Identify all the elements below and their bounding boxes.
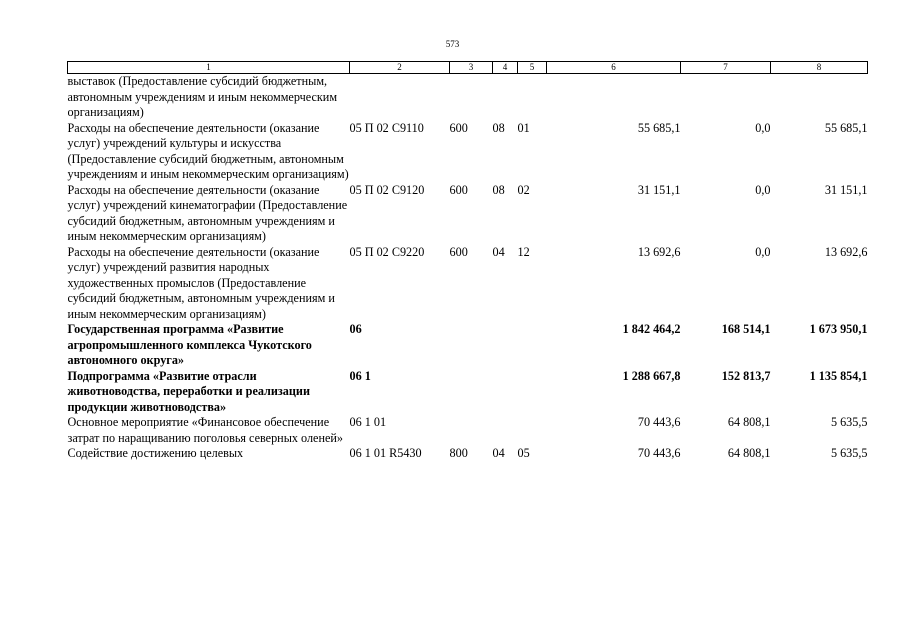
row-code: 06 1 01 R5430 bbox=[349, 446, 422, 460]
row-value-col6: 1 842 464,2 bbox=[622, 322, 681, 336]
row-code bbox=[350, 74, 450, 121]
row-value-col8: 5 635,5 bbox=[830, 446, 868, 460]
row-value-col7 bbox=[681, 74, 771, 121]
row-value-col6: 31 151,1 bbox=[637, 182, 681, 197]
row-value-col6: 70 443,6 bbox=[637, 446, 681, 460]
row-expense-type bbox=[450, 74, 493, 121]
table-body bbox=[68, 74, 868, 462]
row-subsection bbox=[518, 415, 547, 446]
row-value-col8: 1 135 854,1 bbox=[809, 368, 868, 383]
row-expense-type bbox=[450, 415, 493, 446]
page-number: 573 bbox=[445, 39, 460, 49]
row-value-col8: 5 635,5 bbox=[830, 415, 868, 429]
row-section bbox=[493, 74, 518, 121]
row-name: Основное мероприятие «Финансовое обеспечение затрат по наращиванию поголовья северных оленей» bbox=[67, 415, 344, 445]
row-value-col6: 55 685,1 bbox=[637, 120, 681, 135]
row-value-col8: 13 692,6 bbox=[824, 244, 868, 259]
row-value-col7: 0,0 bbox=[755, 182, 771, 197]
row-code: 06 1 01 bbox=[349, 415, 387, 429]
row-code: 06 1 bbox=[349, 368, 371, 383]
row-subsection bbox=[518, 74, 547, 121]
row-name: выставок (Предоставление субсидий бюджетным, автономным учреждениям и иным некоммерческим организациям) bbox=[67, 74, 338, 119]
row-subsection bbox=[518, 369, 547, 416]
row-subsection: 05 bbox=[517, 446, 530, 460]
row-expense-type: 600 bbox=[449, 182, 468, 197]
row-name: Расходы на обеспечение деятельности (оказание услуг) учреждений культуры и искусства (Предоставление субсидий бюджетным, автономным учреждениям и иным некоммерческим организациям) bbox=[67, 120, 349, 181]
row-section: 04 bbox=[492, 244, 505, 259]
row-code: 06 bbox=[349, 322, 362, 336]
header-col-1: 1 bbox=[68, 62, 350, 74]
row-name: Подпрограмма «Развитие отрасли животноводства, переработки и реализации продукции животноводства» bbox=[67, 368, 310, 414]
header-col-6: 6 bbox=[547, 62, 681, 74]
budget-table bbox=[67, 61, 868, 462]
table-row bbox=[68, 369, 868, 416]
row-value-col8: 31 151,1 bbox=[824, 182, 868, 197]
row-value-col7: 0,0 bbox=[755, 120, 771, 135]
row-value-col7: 64 808,1 bbox=[727, 415, 771, 429]
row-subsection: 02 bbox=[517, 182, 530, 197]
row-name: Государственная программа «Развитие агропромышленного комплекса Чукотского автономного округа» bbox=[67, 322, 312, 367]
row-value-col7: 168 514,1 bbox=[721, 322, 771, 336]
row-value-col8: 55 685,1 bbox=[824, 120, 868, 135]
header-col-3: 3 bbox=[450, 62, 493, 74]
row-code: 05 П 02 С9220 bbox=[349, 244, 425, 259]
row-name: Содействие достижению целевых bbox=[67, 446, 244, 460]
row-name: Расходы на обеспечение деятельности (оказание услуг) учреждений развития народных художественных промыслов (Предоставление субсидий бюджетным, автономным учреждениям и иным некоммерческим организациям) bbox=[67, 244, 335, 321]
row-expense-type: 800 bbox=[449, 446, 468, 460]
table-row bbox=[68, 322, 868, 369]
row-value-col6: 1 288 667,8 bbox=[622, 368, 681, 383]
row-expense-type: 600 bbox=[449, 120, 468, 135]
row-subsection: 01 bbox=[517, 120, 530, 135]
row-value-col8: 1 673 950,1 bbox=[809, 322, 868, 336]
table-header-row bbox=[68, 62, 868, 74]
row-section: 04 bbox=[492, 446, 505, 460]
header-col-7: 7 bbox=[681, 62, 771, 74]
row-section bbox=[493, 415, 518, 446]
row-value-col8 bbox=[771, 74, 868, 121]
row-section bbox=[493, 369, 518, 416]
row-name: Расходы на обеспечение деятельности (оказание услуг) учреждений кинематографии (Предоставление субсидий бюджетным, автономным учреждениям и иным некоммерческим организациям) bbox=[67, 182, 348, 243]
row-code: 05 П 02 С9110 bbox=[349, 120, 424, 135]
row-subsection bbox=[518, 322, 547, 369]
table-row bbox=[68, 415, 868, 446]
table-row bbox=[68, 183, 868, 245]
header-col-2: 2 bbox=[350, 62, 450, 74]
table-row bbox=[68, 446, 868, 462]
row-expense-type bbox=[450, 369, 493, 416]
table-row bbox=[68, 74, 868, 121]
row-section: 08 bbox=[492, 120, 505, 135]
row-section bbox=[493, 322, 518, 369]
header-col-5: 5 bbox=[518, 62, 547, 74]
row-value-col7: 0,0 bbox=[755, 244, 771, 259]
table-row bbox=[68, 245, 868, 323]
table-row bbox=[68, 121, 868, 183]
row-value-col7: 152 813,7 bbox=[721, 368, 771, 383]
row-expense-type bbox=[450, 322, 493, 369]
row-value-col6: 13 692,6 bbox=[637, 244, 681, 259]
row-subsection: 12 bbox=[517, 244, 530, 259]
row-code: 05 П 02 С9120 bbox=[349, 182, 425, 197]
row-section: 08 bbox=[492, 182, 505, 197]
row-expense-type: 600 bbox=[449, 244, 468, 259]
row-value-col6 bbox=[547, 74, 681, 121]
row-value-col6: 70 443,6 bbox=[637, 415, 681, 429]
header-col-4: 4 bbox=[493, 62, 518, 74]
header-col-8: 8 bbox=[771, 62, 868, 74]
row-value-col7: 64 808,1 bbox=[727, 446, 771, 460]
